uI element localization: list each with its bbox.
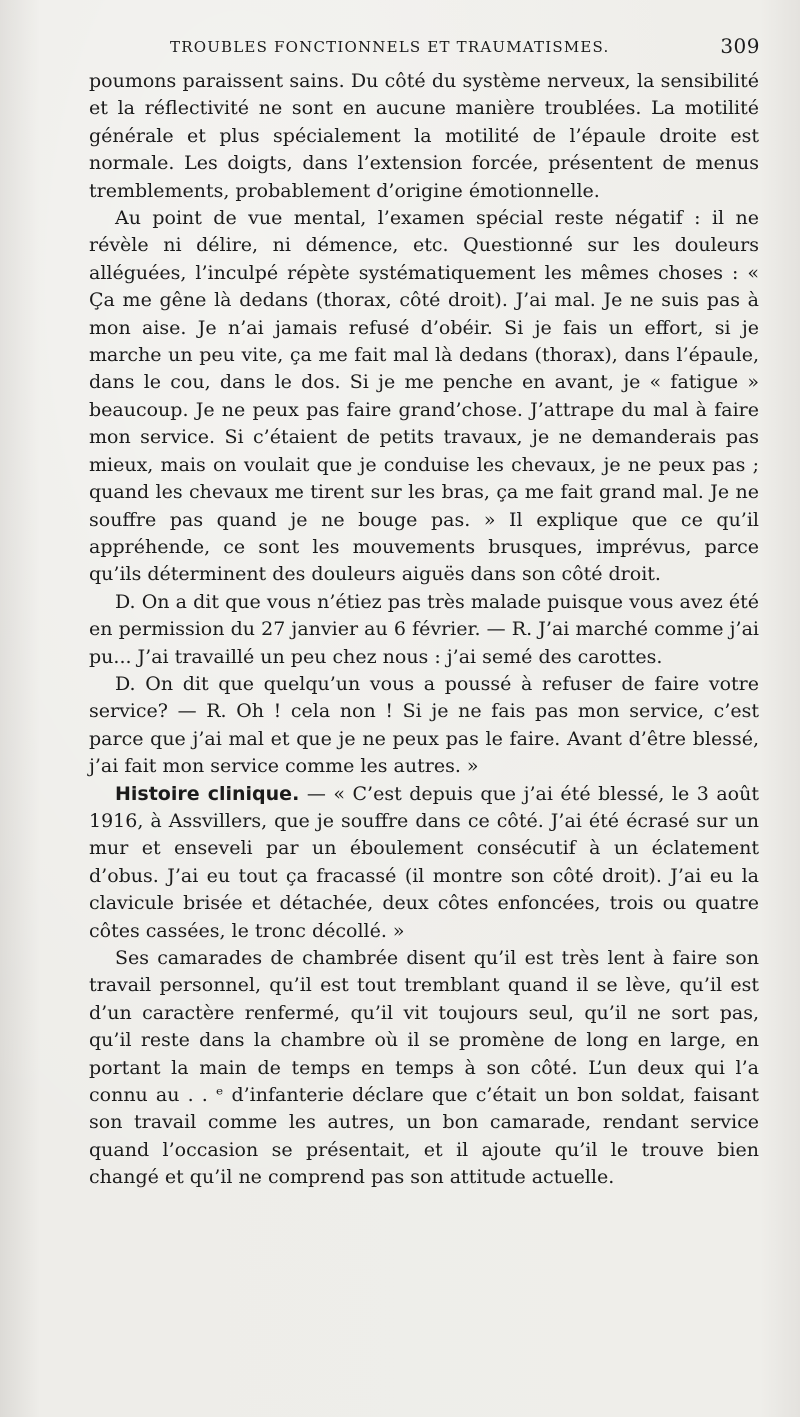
- paragraph-question-refusal: D. On dit que quelqu’un vous a poussé à refuser de faire votre service? — R. Oh ! cela non ! Si je ne fais pas mon service, c’est parce que j’ai mal et que je ne peux pas le faire. Avant d’être blessé, j’ai fait mon service comme les autres. »: [89, 672, 759, 778]
- paragraph-physical-exam: poumons paraissent sains. Du côté du système nerveux, la sensibilité et la réflectivité ne sont en aucune manière troublées. La motilité générale et plus spécialement la motilité de l’épaule droite est normale. Les doigts, dans l’extension forcée, présentent de menus tremblements, probablement d’origine émotionnelle.: [89, 70, 759, 202]
- running-title: TROUBLES FONCTIONNELS ET TRAUMATISMES.: [170, 38, 610, 56]
- paragraph-clinical-history: [89, 781, 759, 945]
- clinical-history-text: — « C’est depuis que j’ai été blessé, le 3 août 1916, à Assvillers, que je souffre dans ce côté. J’ai été écrasé sur un mur et enseveli par un éboulement consécutif à un éclatement d’obus. J’ai eu tout ça fracassé (il montre son côté droit). J’ai eu la clavicule brisée et détachée, deux côtes enfoncées, trois ou quatre côtes cassées, le tronc décollé. »: [89, 782, 759, 942]
- page-header: [170, 34, 760, 62]
- paragraph-mental-exam: Au point de vue mental, l’examen spécial reste négatif : il ne révèle ni délire, ni démence, etc. Questionné sur les douleurs alléguées, l’inculpé répète systématiquement les mêmes choses : « Ça me gêne là dedans (thorax, côté droit). J’ai mal. Je ne suis pas à mon aise. Je n’ai jamais refusé d’obéir. Si je fais un effort, si je marche un peu vite, ça me fait mal là dedans (thorax), dans l’épaule, dans le cou, dans le dos. Si je me penche en avant, je « fatigue » beaucoup. Je ne peux pas faire grand’chose. J’attrape du mal à faire mon service. Si c’étaient de petits travaux, je ne demanderais pas mieux, mais on voulait que je conduise les chevaux, je ne peux pas ; quand les chevaux me tirent sur les bras, ça me fait grand mal. Je ne souffre pas quand je ne bouge pas. » Il explique que ce qu’il appréhende, ce sont les mouvements brusques, imprévus, parce qu’ils déterminent des douleurs aiguës dans son côté droit.: [89, 207, 759, 586]
- page-number: 309: [720, 34, 760, 58]
- section-label-clinical-history: Histoire clinique.: [115, 782, 300, 805]
- paragraph-question-leave: D. On a dit que vous n’étiez pas très malade puisque vous avez été en permission du 27 janvier au 6 février. — R. J’ai marché comme j’ai pu... J’ai travaillé un peu chez nous : j’ai semé des carottes.: [89, 590, 759, 668]
- body-text: [89, 68, 759, 1192]
- paragraph-comrades-testimony: Ses camarades de chambrée disent qu’il est très lent à faire son travail personnel, qu’il est tout tremblant quand il se lève, qu’il est d’un caractère renfermé, qu’il vit toujours seul, qu’il ne sort pas, qu’il reste dans la chambre où il se promène de long en large, en portant la main de temps en temps à son côté. L’un deux qui l’a connu au . . ᵉ d’infanterie déclare que c’était un bon soldat, faisant son travail comme les autres, un bon camarade, rendant service quand l’occasion se présentait, et il ajoute qu’il le trouve bien changé et qu’il ne comprend pas son attitude actuelle.: [89, 947, 759, 1189]
